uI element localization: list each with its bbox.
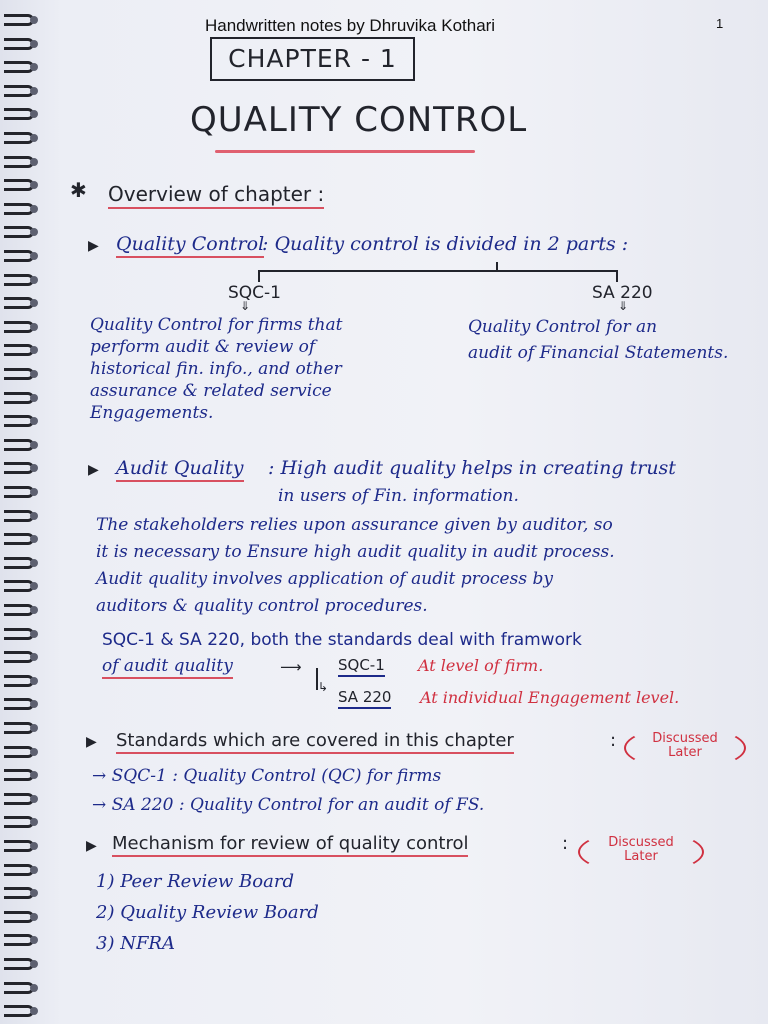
split-right-tick — [616, 270, 618, 282]
split-stem — [496, 262, 498, 271]
standards-list: → SQC-1 : Quality Control (QC) for firms → SA 220 : Quality Control for an audit of FS. — [92, 766, 485, 815]
punch-hole — [30, 606, 38, 614]
punch-hole — [30, 700, 38, 708]
punch-hole — [30, 394, 38, 402]
title-underline — [215, 150, 475, 153]
mechanism-discussed-later-note: Discussed Later — [578, 830, 704, 874]
page-header-title: Handwritten notes by Dhruvika Kothari — [205, 16, 496, 35]
overview-heading: Overview of chapter : — [108, 182, 324, 206]
mechanism-list: 1) Peer Review Board 2) Quality Review Board 3) NFRA — [96, 871, 319, 954]
standards-discussed-later-note: Discussed Later — [624, 726, 746, 770]
overview-bullet-icon: ✱ — [70, 178, 87, 202]
sa220-label: SA 220 — [592, 283, 653, 303]
page-number: 1 — [716, 16, 724, 31]
down-arrow-icon: ⇓ — [240, 299, 251, 313]
split-line — [258, 270, 618, 272]
mechanism-colon: : — [562, 833, 569, 854]
qc-heading: Quality Control — [116, 233, 264, 255]
framework-line2: of audit quality — [102, 656, 233, 676]
sa220-description: Quality Control for an audit of Financial Statements. — [468, 317, 729, 363]
qc-division-text: : Quality control is divided in 2 parts : — [262, 233, 629, 255]
punch-hole — [30, 582, 38, 590]
sa220-engagement-label: SA 220 — [338, 688, 391, 706]
audit-quality-line1: : High audit quality helps in creating trust — [268, 457, 676, 479]
standards-heading: Standards which are covered in this chapter — [116, 730, 514, 751]
split-left-tick — [258, 270, 260, 282]
punch-hole — [30, 158, 38, 166]
punch-hole — [30, 960, 38, 968]
spiral-binding — [0, 0, 44, 1024]
sqc1-label: SQC-1 — [228, 283, 281, 303]
audit-quality-line2: in users of Fin. information. — [278, 486, 519, 506]
punch-hole — [30, 370, 38, 378]
audit-quality-heading: Audit Quality — [116, 457, 244, 479]
punch-hole — [30, 228, 38, 236]
down-arrow-icon: ⇓ — [618, 299, 629, 313]
punch-hole — [30, 559, 38, 567]
punch-hole — [30, 110, 38, 118]
punch-hole — [30, 205, 38, 213]
punch-hole — [30, 181, 38, 189]
sqc1-firm-text: At level of firm. — [418, 656, 544, 675]
punch-hole — [30, 677, 38, 685]
punch-hole — [30, 818, 38, 826]
audit-quality-paragraph: The stakeholders relies upon assurance given by auditor, so it is necessary to Ensure high audit quality in audit process. Audit quality involves application of audit process by auditors & quality control procedures. — [96, 515, 615, 616]
punch-hole — [30, 276, 38, 284]
sqc1-firm-label: SQC-1 — [338, 656, 385, 674]
punch-hole — [30, 1007, 38, 1015]
framework-line1: SQC-1 & SA 220, both the standards deal with framwork — [102, 630, 582, 650]
punch-hole — [30, 936, 38, 944]
sa220-engagement-text: At individual Engagement level. — [420, 688, 680, 707]
punch-hole — [30, 63, 38, 71]
punch-hole — [30, 913, 38, 921]
chapter-label: CHAPTER - 1 — [210, 37, 415, 81]
punch-hole — [30, 724, 38, 732]
standards-colon: : — [610, 730, 617, 751]
punch-hole — [30, 889, 38, 897]
punch-hole — [30, 134, 38, 142]
branch-arrow-icon: ↳ — [318, 680, 329, 694]
bullet-triangle-icon: ▶ — [88, 462, 99, 478]
bullet-triangle-icon: ▶ — [88, 238, 99, 254]
punch-hole — [30, 441, 38, 449]
punch-hole — [30, 323, 38, 331]
punch-hole — [30, 535, 38, 543]
punch-hole — [30, 771, 38, 779]
bullet-triangle-icon: ▶ — [86, 838, 97, 854]
punch-hole — [30, 748, 38, 756]
bullet-triangle-icon: ▶ — [86, 734, 97, 750]
sqc1-description: Quality Control for firms that perform audit & review of historical fin. info., and other assurance & related service Engagements. — [90, 315, 343, 423]
punch-hole — [30, 842, 38, 850]
punch-hole — [30, 866, 38, 874]
punch-hole — [30, 795, 38, 803]
punch-hole — [30, 512, 38, 520]
punch-hole — [30, 984, 38, 992]
punch-hole — [30, 16, 38, 24]
punch-hole — [30, 488, 38, 496]
punch-hole — [30, 653, 38, 661]
punch-hole — [30, 464, 38, 472]
punch-hole — [30, 346, 38, 354]
punch-hole — [30, 87, 38, 95]
punch-hole — [30, 417, 38, 425]
punch-hole — [30, 630, 38, 638]
punch-hole — [30, 252, 38, 260]
mechanism-heading: Mechanism for review of quality control — [112, 833, 468, 854]
punch-hole — [30, 299, 38, 307]
page-title: QUALITY CONTROL — [190, 100, 528, 140]
branch-arrow-icon: ⟶ — [280, 658, 302, 676]
punch-hole — [30, 40, 38, 48]
